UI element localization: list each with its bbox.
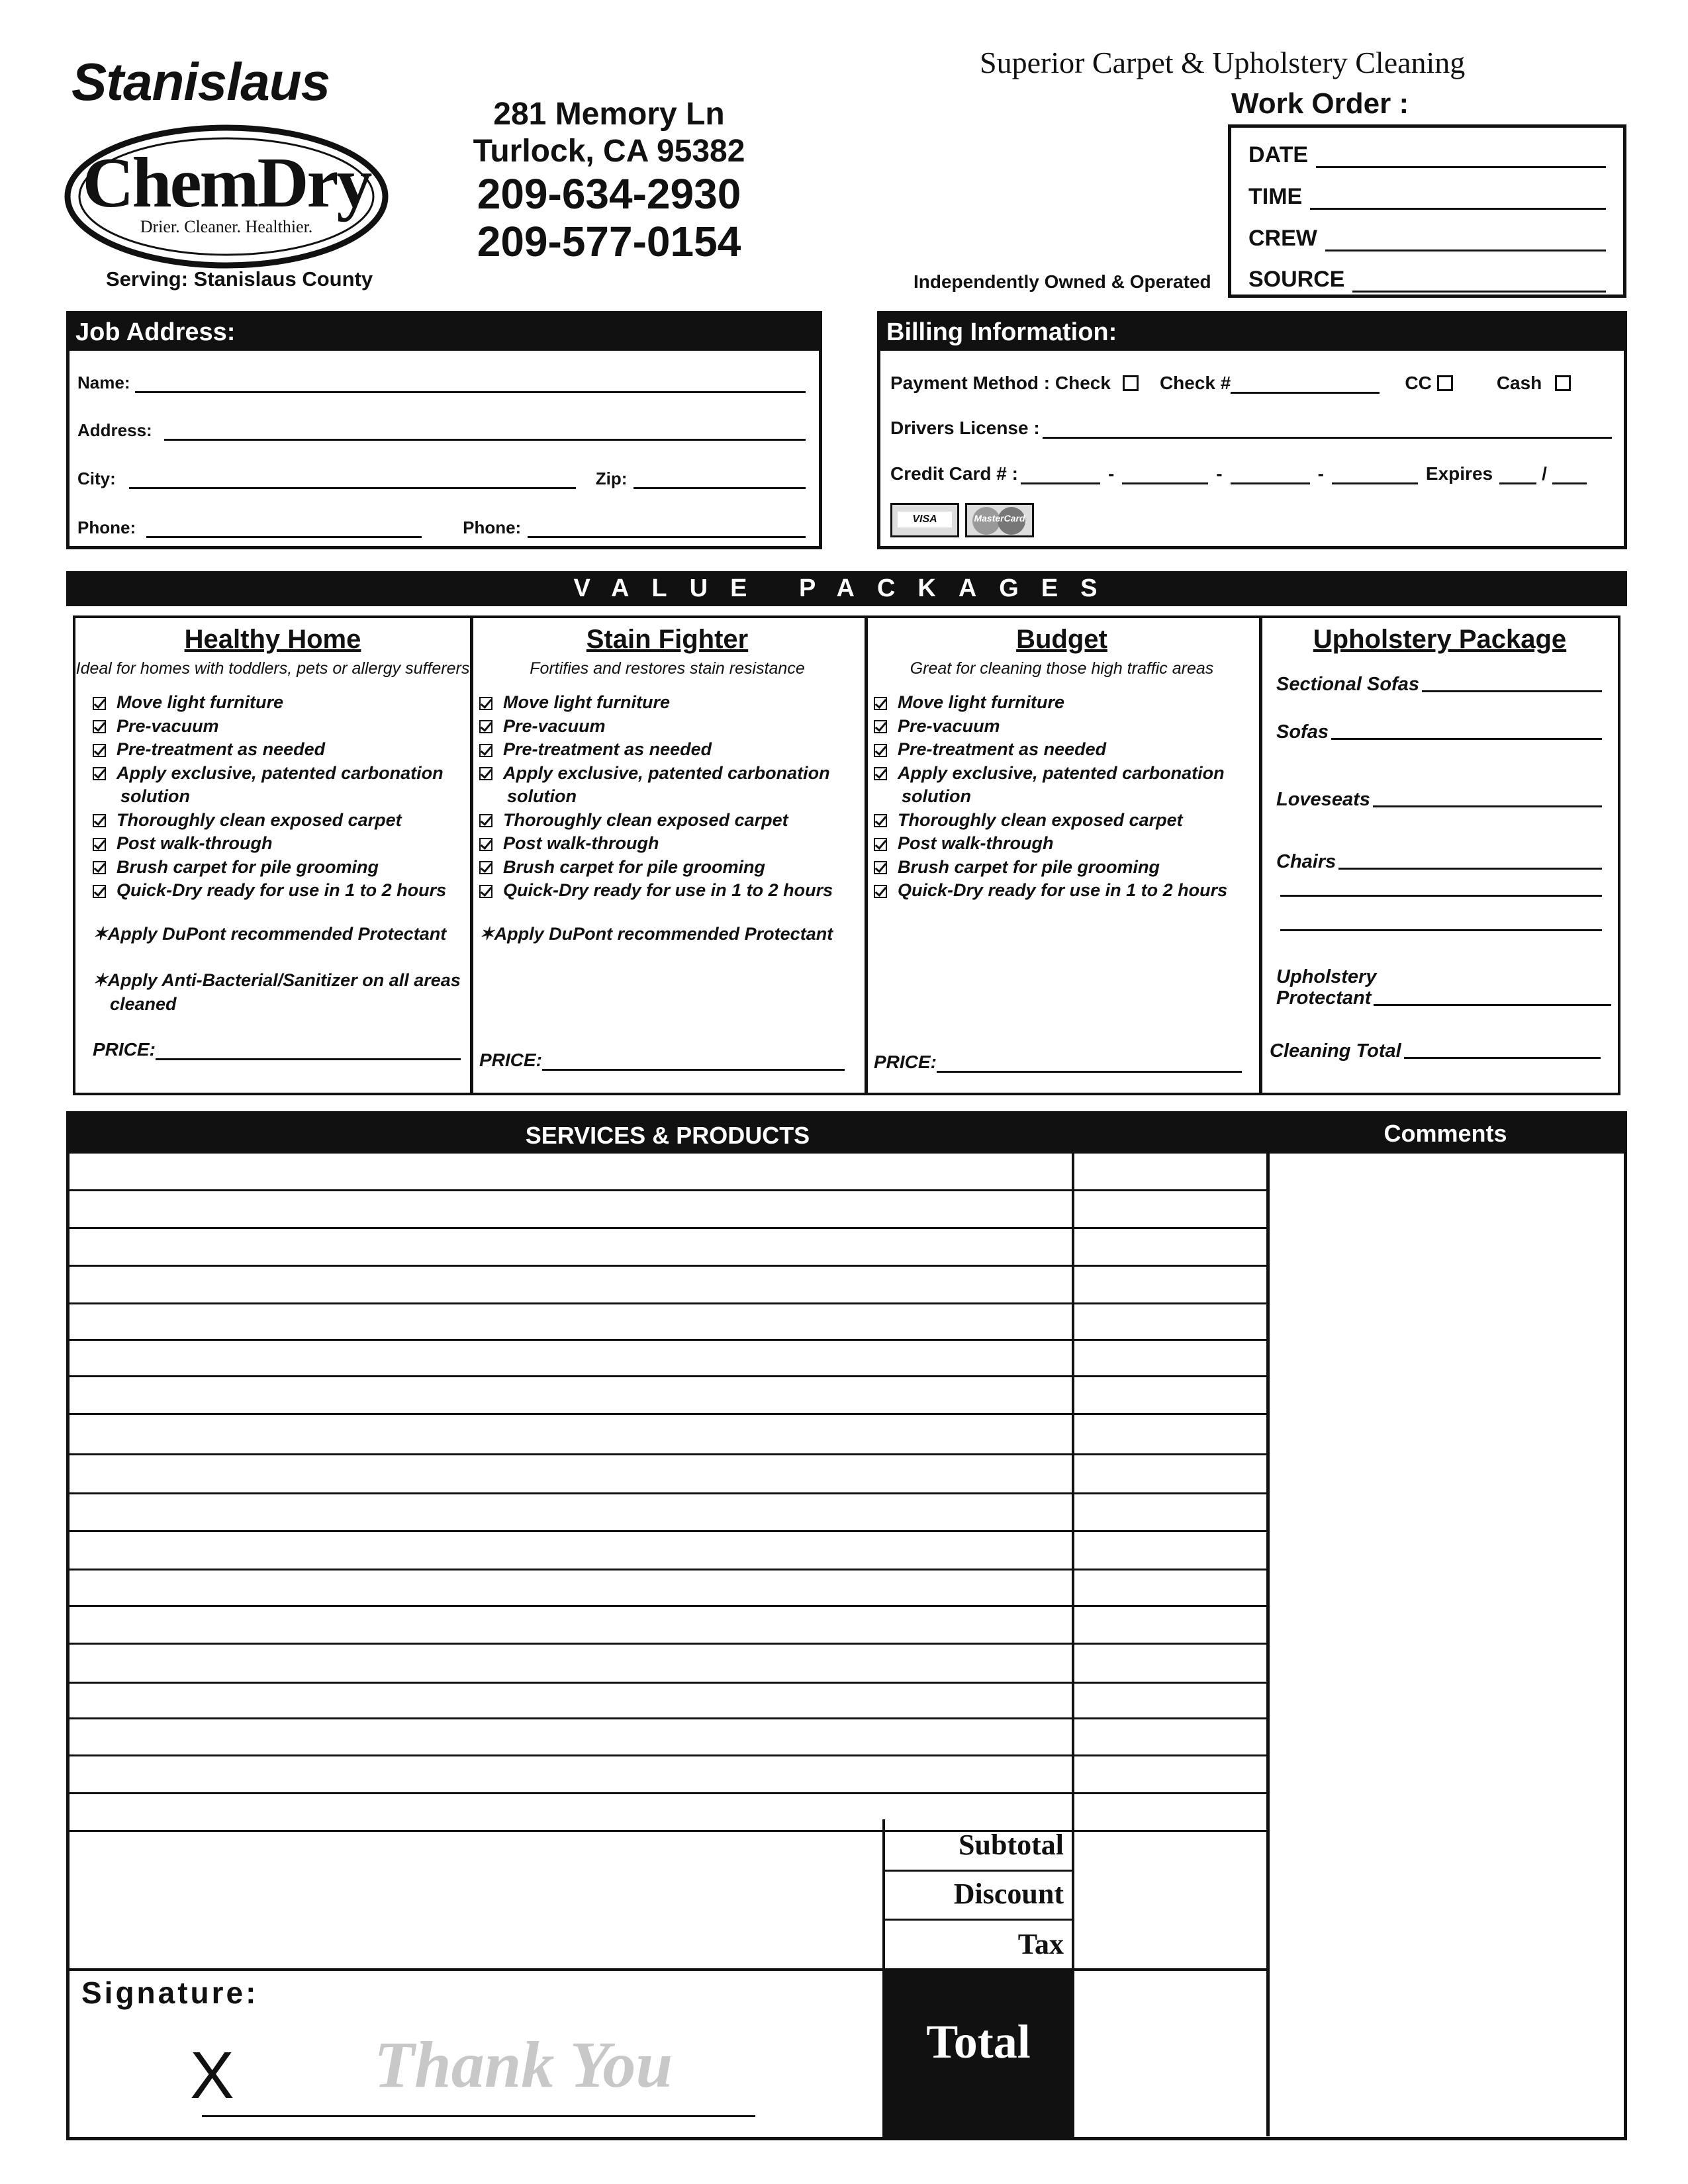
- list-item: Thoroughly clean exposed carpet: [479, 809, 858, 833]
- crew-label: CREW: [1248, 226, 1317, 251]
- time-label: TIME: [1248, 184, 1303, 209]
- table-row-line: [70, 1189, 1266, 1191]
- billing-header: Billing Information:: [880, 314, 1624, 351]
- value-packages-frame: [73, 615, 1620, 1095]
- source-field[interactable]: [1352, 273, 1606, 293]
- expires-month[interactable]: [1499, 465, 1536, 484]
- list-item: Post walk-through: [874, 832, 1252, 856]
- list-item: Brush carpet for pile grooming: [93, 856, 463, 880]
- name-label: Name:: [77, 373, 130, 392]
- cash-checkbox[interactable]: [1555, 375, 1571, 391]
- subtotal-label: Subtotal: [959, 1829, 1064, 1861]
- total-label: Total: [926, 2015, 1031, 2068]
- table-row-line: [70, 1413, 1266, 1415]
- cash-label: Cash: [1496, 373, 1542, 393]
- job-address-header: Job Address:: [69, 314, 820, 351]
- check-number-field[interactable]: [1231, 375, 1380, 394]
- discount-label: Discount: [953, 1878, 1064, 1910]
- package-title: Healthy Home: [184, 625, 361, 654]
- table-row-line: [70, 1492, 1266, 1494]
- address-field[interactable]: [164, 422, 806, 441]
- table-row-line: [70, 1302, 1266, 1304]
- list-item: Pre-vacuum: [479, 715, 858, 739]
- comments-area[interactable]: [1270, 1154, 1624, 2136]
- tax-label: Tax: [1017, 1928, 1064, 1960]
- card-group-1[interactable]: [1021, 465, 1100, 484]
- value-packages-header: VALUE PACKAGES: [66, 571, 1627, 606]
- list-item: Pre-treatment as needed: [479, 738, 858, 762]
- table-row-line: [70, 1265, 1266, 1267]
- comments-header: Comments: [1266, 1114, 1624, 1154]
- loveseats-row[interactable]: Loveseats: [1276, 789, 1602, 811]
- services-header: SERVICES & PRODUCTS: [69, 1114, 1266, 1154]
- phone-2: 209-577-0154: [477, 218, 741, 265]
- list-item: Move light furniture: [479, 691, 858, 715]
- services-table: [66, 1111, 1627, 2140]
- card-group-2[interactable]: [1122, 465, 1208, 484]
- tax-value[interactable]: [1074, 1919, 1266, 1968]
- address-label: Address:: [77, 420, 152, 440]
- address-line-1: 281 Memory Ln: [493, 97, 725, 132]
- card-group-3[interactable]: [1231, 465, 1310, 484]
- address-line-2: Turlock, CA 95382: [473, 134, 745, 169]
- chairs-row[interactable]: Chairs: [1276, 851, 1602, 873]
- zip-field[interactable]: [633, 470, 806, 489]
- signature-line[interactable]: [202, 2115, 755, 2117]
- package-upholstery[interactable]: [1262, 618, 1618, 1093]
- phone-1: 209-634-2930: [477, 170, 741, 218]
- total-value[interactable]: [1074, 1971, 1266, 2137]
- package-subtitle: Great for cleaning those high traffic areas: [910, 659, 1214, 678]
- sectional-sofas-row[interactable]: Sectional Sofas: [1276, 674, 1602, 696]
- list-item: Quick-Dry ready for use in 1 to 2 hours: [479, 879, 858, 903]
- blank-line[interactable]: [1280, 895, 1602, 897]
- cc-label: CC: [1405, 373, 1432, 393]
- work-order-box: [1228, 124, 1626, 298]
- expires-label: Expires: [1425, 463, 1493, 484]
- extra-item: ✶Apply Anti-Bacterial/Sanitizer on all areas cleaned: [93, 970, 461, 1014]
- price-label: PRICE:: [93, 1039, 156, 1060]
- package-healthy-home[interactable]: [75, 618, 473, 1093]
- package-title: Budget: [1016, 625, 1107, 654]
- blank-line[interactable]: [1280, 929, 1602, 931]
- list-item: Brush carpet for pile grooming: [479, 856, 858, 880]
- drivers-license-label: Drivers License :: [890, 418, 1040, 438]
- drivers-license-field[interactable]: [1043, 420, 1612, 439]
- expires-year[interactable]: [1552, 465, 1587, 484]
- table-row-line: [70, 1530, 1266, 1532]
- list-item: Move light furniture: [874, 691, 1252, 715]
- brand-top: Stanislaus: [71, 52, 330, 111]
- list-item: Pre-treatment as needed: [874, 738, 1252, 762]
- price-label: PRICE:: [479, 1050, 542, 1070]
- table-row-line: [70, 1754, 1266, 1756]
- job-address-box: [66, 311, 822, 549]
- logo-tagline: Drier. Cleaner. Healthier.: [140, 217, 313, 236]
- sofas-row[interactable]: Sofas: [1276, 721, 1602, 743]
- work-order-title: Work Order :: [1231, 87, 1409, 120]
- table-row-line: [70, 1569, 1266, 1570]
- mastercard-icon: MasterCard: [965, 503, 1034, 537]
- card-group-4[interactable]: [1332, 465, 1418, 484]
- list-item: Apply exclusive, patented carbonation solution: [874, 762, 1252, 809]
- price-field[interactable]: [156, 1041, 461, 1060]
- visa-icon: VISA: [890, 503, 959, 537]
- protectant-label-1: Upholstery: [1276, 966, 1377, 987]
- table-row-line: [70, 1339, 1266, 1341]
- chemdry-logo: [61, 122, 392, 271]
- payment-method-label: Payment Method : Check: [890, 373, 1111, 393]
- services-rows[interactable]: [70, 1154, 1266, 1862]
- table-row-line: [70, 1792, 1266, 1794]
- package-subtitle: Fortifies and restores stain resistance: [530, 659, 805, 678]
- phone-field[interactable]: [146, 519, 422, 538]
- extra-item: ✶Apply DuPont recommended Protectant: [93, 924, 447, 944]
- price-field[interactable]: [542, 1052, 845, 1071]
- cleaning-total-row[interactable]: Cleaning Total: [1270, 1040, 1601, 1062]
- table-row-line: [70, 1453, 1266, 1455]
- package-subtitle: Ideal for homes with toddlers, pets or allergy sufferers: [75, 659, 470, 678]
- x-mark: X: [190, 2038, 234, 2113]
- name-field[interactable]: [135, 374, 806, 393]
- list-item: Pre-vacuum: [93, 715, 463, 739]
- thank-you-watermark: Thank You: [374, 2028, 673, 2101]
- package-budget[interactable]: [865, 618, 1262, 1093]
- list-item: Thoroughly clean exposed carpet: [874, 809, 1252, 833]
- date-label: DATE: [1248, 142, 1309, 167]
- city-field[interactable]: [129, 470, 576, 489]
- list-item: Quick-Dry ready for use in 1 to 2 hours: [93, 879, 463, 903]
- table-row-line: [70, 1605, 1266, 1607]
- list-item: Pre-treatment as needed: [93, 738, 463, 762]
- table-row-line: [70, 1375, 1266, 1377]
- table-row-line: [70, 1682, 1266, 1684]
- package-title: Stain Fighter: [586, 625, 749, 654]
- logo-text: ChemDry: [82, 144, 371, 222]
- discount-value[interactable]: [1074, 1870, 1266, 1919]
- phone2-label: Phone:: [463, 518, 522, 537]
- check-number-label: Check #: [1159, 373, 1231, 393]
- date-field[interactable]: [1316, 149, 1606, 168]
- package-items: [93, 691, 463, 903]
- billing-box: Billing Information: Payment Method : Check Check # CC Cash Drivers License : Credit Card # : - - - Expires / VISA MasterCard: [877, 311, 1627, 549]
- package-items: [479, 691, 858, 903]
- list-item: Post walk-through: [479, 832, 858, 856]
- business-address: [424, 96, 794, 265]
- company-title: Superior Carpet & Upholstery Cleaning: [980, 46, 1466, 79]
- cc-checkbox[interactable]: [1437, 375, 1453, 391]
- credit-card-label: Credit Card # :: [890, 463, 1018, 484]
- protectant-row[interactable]: Protectant: [1276, 987, 1611, 1009]
- package-items: [874, 691, 1252, 903]
- list-item: Brush carpet for pile grooming: [874, 856, 1252, 880]
- time-field[interactable]: [1310, 191, 1606, 210]
- price-label: PRICE:: [874, 1052, 937, 1072]
- package-title: Upholstery Package: [1313, 625, 1567, 654]
- independent-notice: Independently Owned & Operated: [914, 271, 1211, 292]
- crew-field[interactable]: [1325, 232, 1606, 251]
- city-label: City:: [77, 469, 116, 488]
- table-row-line: [70, 1227, 1266, 1229]
- table-row-line: [70, 1643, 1266, 1645]
- serving-area: Serving: Stanislaus County: [106, 267, 373, 291]
- table-row-line: [70, 1717, 1266, 1719]
- list-item: Pre-vacuum: [874, 715, 1252, 739]
- list-item: Quick-Dry ready for use in 1 to 2 hours: [874, 879, 1252, 903]
- price-field[interactable]: [937, 1054, 1242, 1073]
- signature-label: Signature:: [81, 1976, 259, 2010]
- extra-item: ✶Apply DuPont recommended Protectant: [479, 924, 833, 944]
- list-item: Post walk-through: [93, 832, 463, 856]
- subtotal-value[interactable]: [1074, 1819, 1266, 1870]
- source-label: SOURCE: [1248, 267, 1345, 292]
- list-item: Apply exclusive, patented carbonation solution: [479, 762, 858, 809]
- zip-label: Zip:: [595, 469, 628, 488]
- list-item: Move light furniture: [93, 691, 463, 715]
- phone-label: Phone:: [77, 518, 136, 537]
- package-stain-fighter[interactable]: [470, 618, 868, 1093]
- list-item: Apply exclusive, patented carbonation solution: [93, 762, 463, 809]
- phone2-field[interactable]: [528, 519, 806, 538]
- list-item: Thoroughly clean exposed carpet: [93, 809, 463, 833]
- check-checkbox[interactable]: [1123, 375, 1139, 391]
